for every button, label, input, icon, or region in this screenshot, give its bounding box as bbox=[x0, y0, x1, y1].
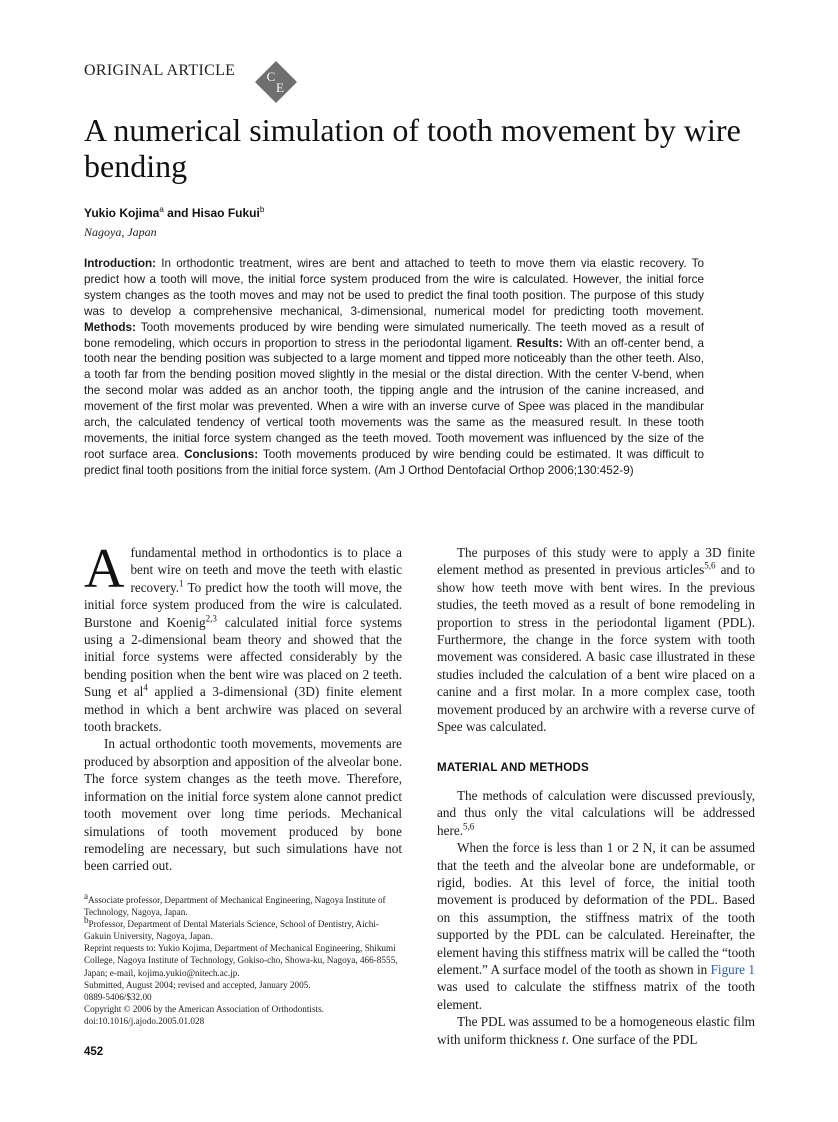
intro-paragraph-3 bbox=[437, 544, 755, 735]
text-run: and to show how teeth move with bent wires. In the previous studies, the teeth moved as a result of bone remodeling in proportion to stress in the periodontal ligament (PDL). Furthermore, the change in the force system with tooth movement was considered. A basic case illustrated in these studies included the calculation of a bent wire placed on a canine and a first molar. In a more complex case, tooth movement produced by an archwire with a reverse curve of Spee was calculated. bbox=[437, 562, 755, 735]
intro-paragraph-2: In actual orthodontic tooth movements, movements are produced by absorption and apposition of the alveolar bone. The force system changes as the teeth move. Therefore, information on the initial force system alone cannot predict tooth movement over long time periods. Mechanical simulations of tooth movement produced by bone remodeling are necessary, but such simulations have not been carried out. bbox=[84, 736, 402, 874]
intro-paragraph-1 bbox=[84, 538, 403, 735]
reference-5-6[interactable]: 5,6 bbox=[463, 821, 475, 832]
author-2: Hisao Fukui bbox=[191, 206, 260, 220]
page-number: 452 bbox=[84, 1046, 104, 1058]
footnote-text: Associate professor, Department of Mechanical Engineering, Nagoya Institute of Technology, Nagoya, Japan. bbox=[84, 895, 386, 918]
footnote-reprint: Reprint requests to: Yukio Kojima, Department of Mechanical Engineering, Shikumi College, Nagoya Institute of Technology, Gokiso-cho, Showa-ku, Nagoya, 466-8555, Japan; e-mail, kojima.yukio@nitech.ac.jp. bbox=[84, 943, 398, 978]
abstract-methods-text: Tooth movements produced by wire bending were simulated numerically. The teeth moved as a result of bone remodeling, which occurs in proportion to stress in the periodontal ligament. bbox=[84, 320, 704, 350]
article-title: A numerical simulation of tooth movement by wire bending bbox=[84, 112, 741, 184]
footnote-text: Professor, Department of Dental Materials Science, School of Dentistry, Aichi-Gakuin University, Nagoya, Japan. bbox=[84, 919, 379, 942]
author-2-affiliation: b bbox=[259, 205, 265, 214]
abstract bbox=[84, 256, 704, 479]
footnote-marker: b bbox=[84, 915, 89, 926]
reference-1[interactable]: 1 bbox=[179, 578, 184, 589]
abstract-intro-label: Introduction: bbox=[84, 257, 157, 270]
footnote-doi[interactable]: doi:10.1016/j.ajodo.2005.01.028 bbox=[84, 1015, 205, 1026]
text-run: The purposes of this study were to apply a 3D finite element method as presented in previous articles bbox=[437, 545, 755, 578]
section-label: ORIGINAL ARTICLE bbox=[84, 62, 236, 79]
text-run: When the force is less than 1 or 2 N, it can be assumed that the teeth and the alveolar bone are undeformable, or rigid, bodies. At this level of force, the initial tooth movement is produced by deformation of the PDL. Based on this assumption, the stiffness matrix of the tooth supported by the PDL can be calculated. Hereinafter, the element having this stiffness matrix will be called the “tooth element.” A surface model of the tooth as shown in bbox=[437, 840, 756, 977]
abstract-methods-label: Methods: bbox=[84, 320, 136, 334]
figure-1-link[interactable]: Figure 1 bbox=[710, 961, 755, 977]
author-conjunction: and bbox=[163, 206, 192, 220]
text-run: To predict how the tooth will move, the initial force system produced from the wire is calculated. Burstone and Koenig bbox=[84, 579, 402, 630]
ce-badge-icon bbox=[254, 60, 298, 104]
reference-4[interactable]: 4 bbox=[143, 682, 148, 693]
author-1: Yukio Kojima bbox=[84, 206, 160, 220]
reference-5-6[interactable]: 5,6 bbox=[704, 561, 716, 572]
abstract-conclusions-text: Tooth movements produced by wire bending could be estimated. It was difficult to predict final tooth positions from the initial force system. (Am J Orthod Dentofacial Orthop 2006;130:452-9) bbox=[84, 447, 704, 477]
methods-paragraph-2 bbox=[437, 839, 755, 1013]
footnote-affiliation-a bbox=[84, 890, 404, 918]
text-run: . One surface of the PDL bbox=[565, 1031, 698, 1047]
author-1-affiliation: a bbox=[159, 205, 164, 214]
text-run: applied a 3-dimensional (3D) finite element method in which a bent archwire was placed on several tooth brackets. bbox=[84, 684, 402, 735]
badge-letter-c: C bbox=[266, 69, 276, 84]
body-column-right bbox=[437, 544, 755, 1048]
text-run: was used to calculate the stiffness matrix of the tooth element. bbox=[437, 979, 755, 1012]
footnote-copyright: Copyright © 2006 by the American Association of Orthodontists. bbox=[84, 1003, 324, 1014]
footnote-submitted: Submitted, August 2004; revised and accepted, January 2005. bbox=[84, 979, 311, 990]
footnotes bbox=[84, 890, 404, 1027]
methods-paragraph-3 bbox=[437, 1013, 755, 1048]
author-line bbox=[84, 206, 264, 220]
author-location: Nagoya, Japan bbox=[84, 225, 157, 239]
text-run: calculated initial force systems using a 2-dimensional beam theory and showed that the initial force systems were affected considerably by the bending position when the bent wire was placed on 2 teeth. Sung et al bbox=[84, 614, 403, 700]
variable-t: t bbox=[561, 1031, 566, 1047]
abstract-results-label: Results: bbox=[516, 336, 563, 350]
abstract-results-text: With an off-center bend, a tooth near the bending position was subjected to a large moment and tipped more noticeably than the other teeth. Also, a tooth far from the bending position moved slightly in the mesial or the distal direction. With the center V-bend, when the second molar was added as an anchor tooth, the tipping angle and the intrusion of the canine increased, and movement of the first molar was prevented. When a wire with an inverse curve of Spee was placed in the mandibular arch, the calculated tendency of vertical tooth movements was the same as the measured result. In these tooth movements, the initial force system changed as the teeth moved. Tooth movement was influenced by the size of the root surface area. bbox=[84, 336, 704, 461]
badge-letter-e: E bbox=[276, 80, 284, 95]
abstract-conclusions-label: Conclusions: bbox=[184, 447, 259, 461]
footnote-issn: 0889-5406/$32.00 bbox=[84, 991, 152, 1002]
text-run: fundamental method in orthodontics is to place a bent wire on teeth and move the teeth with elastic recovery. bbox=[130, 545, 402, 595]
abstract-intro-text: In orthodontic treatment, wires are bent and attached to teeth to move them via elastic recovery. To predict how a tooth will move, the initial force system produced from the wire is calculated. However, the initial force system changes as the tooth moves and may not be used to predict the final tooth position. The purpose of this study was to develop a comprehensive mechanical, 3-dimensional, numerical model for predicting tooth movement. bbox=[84, 257, 704, 318]
text-run: The PDL was assumed to be a homogeneous elastic film with uniform thickness bbox=[437, 1014, 755, 1047]
body-column-left bbox=[84, 538, 403, 875]
methods-paragraph-1 bbox=[437, 787, 755, 839]
section-heading-methods: MATERIAL AND METHODS bbox=[437, 761, 589, 775]
footnote-marker: a bbox=[84, 890, 88, 901]
drop-cap: A bbox=[84, 538, 125, 600]
footnote-affiliation-b bbox=[84, 915, 404, 942]
article-header bbox=[84, 60, 324, 110]
reference-2-3[interactable]: 2,3 bbox=[205, 613, 217, 624]
text-run: The methods of calculation were discussed previously, and thus only the vital calculations will be addressed here. bbox=[437, 787, 755, 838]
